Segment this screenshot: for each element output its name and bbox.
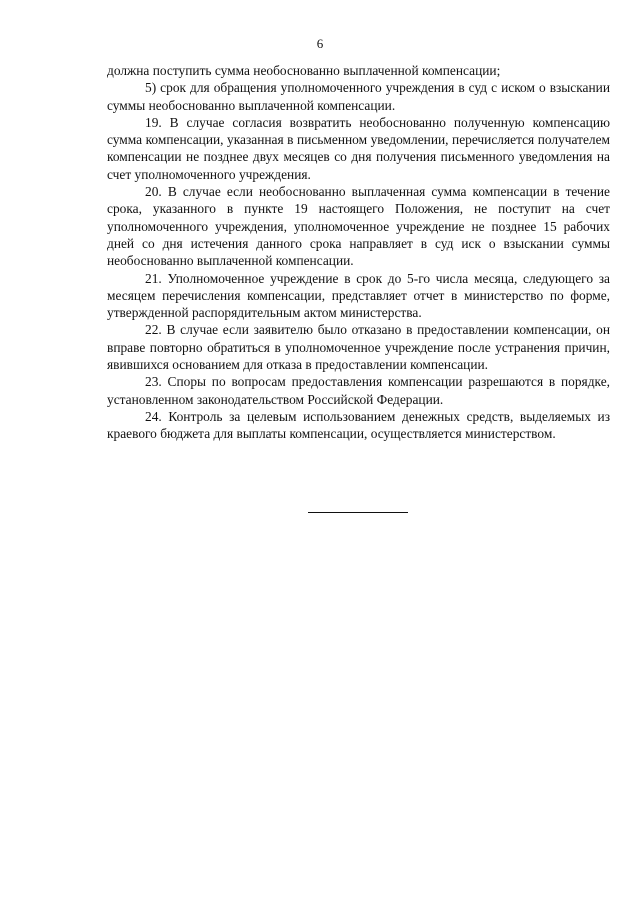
paragraph-continuation: должна поступить сумма необоснованно выплаченной компенсации;: [107, 63, 501, 78]
document-body: [107, 62, 610, 443]
closing-rule: [308, 512, 408, 513]
paragraph-20: 20. В случае если необоснованно выплаченная сумма компенсации в течение срока, указанного в пункте 19 настоящего Положения, не поступит на счет уполномоченного учреждения, уполномоченное учреждение не позднее 15 рабочих дней со дня истечения данного срока направляет в суд иск о взыскании суммы необоснованно выплаченной компенсации.: [107, 184, 610, 269]
page-number: 6: [316, 36, 324, 51]
paragraph-22: 22. В случае если заявителю было отказано в предоставлении компенсации, он вправе повторно обратиться в уполномоченное учреждение после устранения причин, явившихся основанием для отказа в предоставлении компенсации.: [107, 322, 610, 373]
paragraph-21: 21. Уполномоченное учреждение в срок до 5-го числа месяца, следующего за месяцем перечисления компенсации, представляет отчет в министерство по форме, утвержденной распорядительным актом министерства.: [107, 270, 610, 321]
paragraph-23: 23. Споры по вопросам предоставления компенсации разрешаются в порядке, установленном законодательством Российской Федерации.: [107, 374, 610, 407]
paragraph-19: 19. В случае согласия возвратить необоснованно полученную компенсацию сумма компенсации, указанная в письменном уведомлении, перечисляется получателем компенсации не позднее двух месяцев со дня получения письменного уведомления на счет уполномоченного учреждения.: [107, 114, 610, 182]
paragraph-24: 24. Контроль за целевым использованием денежных средств, выделяемых из краевого бюджета для выплаты компенсации, осуществляется министерством.: [107, 408, 610, 442]
paragraph-item-5: 5) срок для обращения уполномоченного учреждения в суд с иском о взыскании суммы необоснованно выплаченной компенсации.: [107, 80, 610, 113]
